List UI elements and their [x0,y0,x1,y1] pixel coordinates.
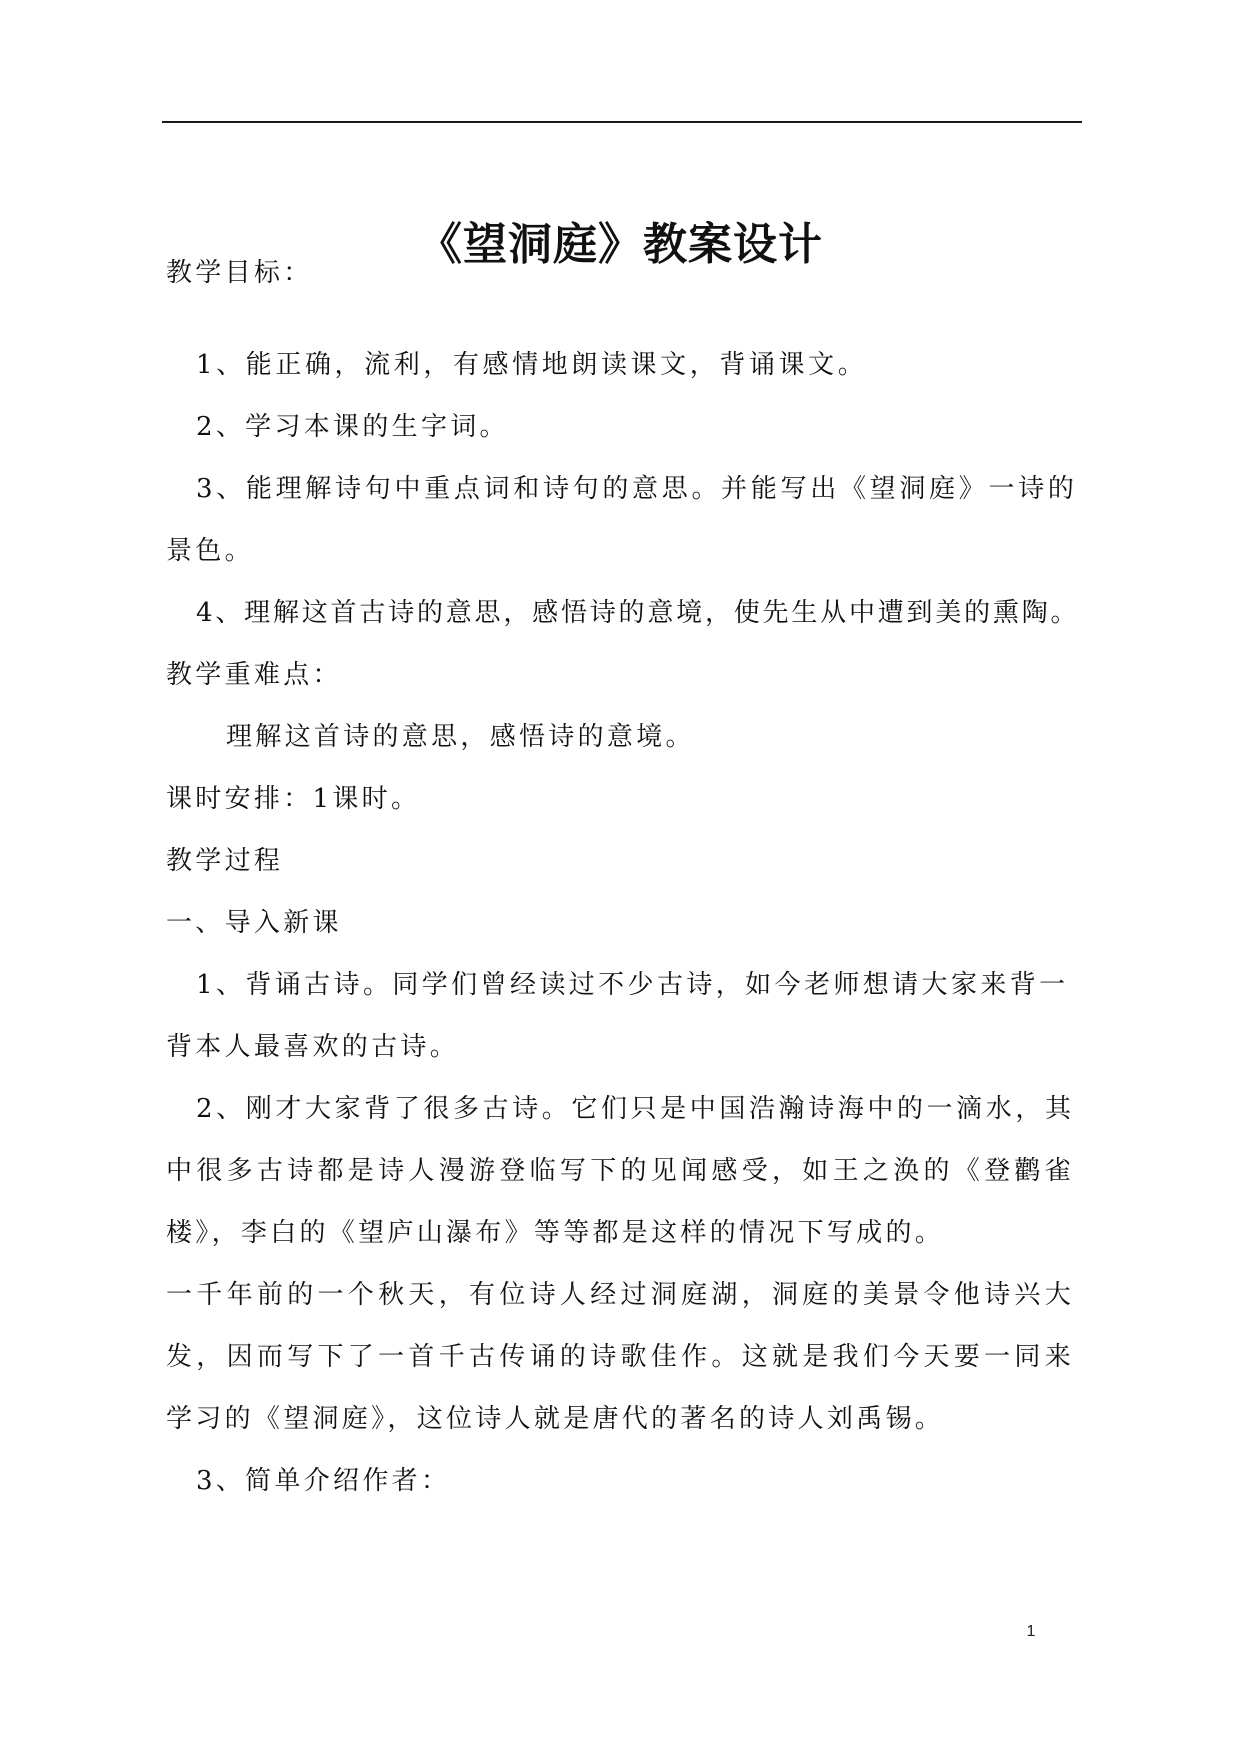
text-line: 一、导入新课 [166,908,342,938]
text-line: 课时安排：1课时。 [166,784,421,814]
header-rule [162,121,1082,123]
text-line: 中很多古诗都是诗人漫游登临写下的见闻感受，如王之涣的《登鹳雀 [166,1156,1076,1186]
text-line: 4、理解这首古诗的意思，感悟诗的意境，使先生从中遭到美的熏陶。 [196,598,1080,628]
text-line: 教学目标： [166,258,313,288]
text-line: 3、能理解诗句中重点词和诗句的意思。并能写出《望洞庭》一诗的 [196,474,1078,504]
text-line: 2、学习本课的生字词。 [196,412,509,442]
page-number: 1 [1026,1623,1036,1640]
text-line: 理解这首诗的意思，感悟诗的意境。 [226,722,695,752]
text-line: 发，因而写下了一首千古传诵的诗歌佳作。这就是我们今天要一同来 [166,1342,1076,1372]
text-line: 教学过程 [166,846,284,876]
text-line: 1、能正确，流利，有感情地朗读课文，背诵课文。 [196,350,868,380]
text-line: 3、简单介绍作者： [196,1466,451,1496]
text-line: 楼》，李白的《望庐山瀑布》等等都是这样的情况下写成的。 [166,1218,945,1248]
text-line: 学习的《望洞庭》，这位诗人就是唐代的著名的诗人刘禹锡。 [166,1404,945,1434]
text-line: 教学重难点： [166,660,342,690]
text-line: 景色。 [166,536,254,566]
text-line: 背本人最喜欢的古诗。 [166,1032,460,1062]
text-line: 1、背诵古诗。同学们曾经读过不少古诗，如今老师想请大家来背一 [196,970,1069,1000]
text-line: 2、刚才大家背了很多古诗。它们只是中国浩瀚诗海中的一滴水，其 [196,1094,1075,1124]
text-line: 一千年前的一个秋天，有位诗人经过洞庭湖，洞庭的美景令他诗兴大 [166,1280,1076,1310]
document-title: 《望洞庭》教案设计 [418,219,823,270]
